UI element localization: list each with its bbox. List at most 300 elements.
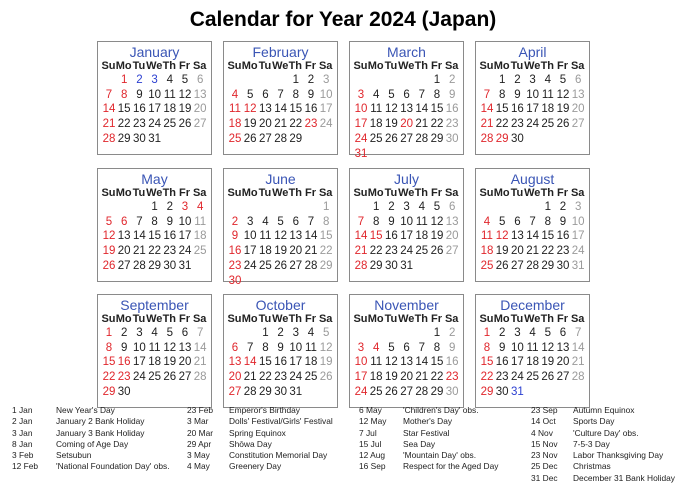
weekday-header: Th	[540, 60, 555, 72]
calendar-day: 13	[193, 88, 207, 101]
calendar-day: 24	[132, 371, 146, 384]
calendar-day: 27	[193, 118, 207, 131]
calendar-day: 18	[369, 371, 383, 384]
weekday-header: Tu	[384, 313, 398, 325]
calendar-day: 11	[481, 230, 493, 243]
calendar-day: 27	[571, 118, 585, 131]
weekday-header: Mo	[241, 60, 258, 72]
page-title: Calendar for Year 2024 (Japan)	[189, 8, 497, 31]
holiday-name: January 3 Bank Holiday	[56, 427, 145, 438]
holiday-entry	[359, 428, 498, 439]
calendar-day: 22	[148, 245, 161, 258]
weekday-header: Th	[414, 313, 429, 325]
calendar-day: 13	[117, 230, 131, 243]
holiday-name: Labor Thanksgiving Day	[573, 450, 664, 461]
calendar-day: 2	[514, 74, 521, 86]
calendar-day: 11	[163, 88, 176, 101]
calendar-day: 30	[132, 132, 146, 145]
calendar-day: 16	[510, 103, 524, 116]
weekday-header: Th	[540, 313, 555, 325]
calendar-day: 14	[480, 103, 494, 116]
weekday-header: Tu	[132, 60, 146, 72]
calendar-day: 7	[136, 215, 143, 228]
calendar-day: 6	[514, 215, 521, 228]
holiday-name: Constitution Memorial Day	[229, 450, 328, 461]
calendar-day: 10	[354, 103, 368, 116]
holiday-date: 12 Feb	[12, 461, 39, 472]
calendar-day: 9	[498, 341, 506, 354]
calendar-day: 3	[403, 201, 410, 213]
calendar-day: 23	[445, 371, 459, 384]
calendar-day: 2	[136, 74, 143, 86]
calendar-day: 17	[354, 371, 368, 384]
weekday-header: Tu	[384, 60, 398, 72]
calendar-day: 23	[228, 259, 242, 272]
month-name: June	[265, 171, 296, 187]
calendar-day: 22	[541, 245, 555, 258]
calendar-day: 25	[193, 245, 207, 258]
calendar-day: 7	[418, 88, 425, 101]
calendar-day: 15	[102, 356, 116, 369]
calendar-day: 18	[541, 103, 555, 116]
calendar-day: 25	[258, 259, 272, 272]
calendar-day: 12	[243, 103, 257, 116]
weekday-header: We	[524, 60, 541, 72]
holiday-entry	[12, 405, 170, 416]
calendar-day: 15	[495, 103, 509, 116]
holiday-entry	[359, 439, 498, 450]
calendar-day: 11	[415, 215, 428, 228]
calendar-day: 19	[243, 118, 257, 131]
holiday-date: 6 May	[359, 405, 382, 415]
calendar-day: 9	[166, 215, 173, 228]
calendar-day: 6	[403, 88, 410, 101]
calendar-day: 6	[448, 201, 456, 213]
calendar-day: 17	[571, 230, 585, 243]
weekday-header: Tu	[132, 187, 146, 199]
weekday-header: We	[146, 313, 163, 325]
calendar-day: 2	[231, 215, 239, 228]
calendar-day: 23	[274, 371, 287, 384]
weekday-header: Sa	[192, 60, 207, 72]
calendar-day: 20	[178, 356, 192, 369]
month-march	[349, 41, 464, 160]
calendar-day: 13	[400, 356, 413, 369]
calendar-day: 31	[571, 259, 585, 272]
calendar-day: 26	[102, 259, 116, 272]
calendar-day: 8	[120, 88, 128, 101]
calendar-day: 3	[514, 327, 521, 339]
calendar-day: 9	[136, 88, 143, 101]
calendar-day: 31	[178, 259, 192, 272]
month-name: August	[510, 171, 555, 187]
calendar-day: 15	[480, 356, 494, 369]
weekday-header: Mo	[367, 313, 384, 325]
calendar-day: 30	[163, 259, 177, 272]
weekday-header: We	[398, 187, 415, 199]
calendar-day: 1	[120, 74, 128, 86]
calendar-day: 14	[243, 356, 257, 369]
calendar-day: 15	[289, 103, 303, 116]
calendar-day: 28	[571, 371, 585, 384]
calendar-day: 18	[526, 356, 539, 369]
calendar-day: 12	[384, 103, 398, 116]
holiday-entry	[12, 450, 170, 461]
holiday-entry	[187, 450, 333, 461]
calendar-day: 4	[166, 74, 173, 86]
calendar-day: 20	[556, 356, 570, 369]
calendar-day: 7	[277, 88, 284, 101]
calendar-day: 23	[132, 118, 146, 131]
weekday-header: Tu	[258, 60, 272, 72]
calendar-day: 3	[357, 341, 365, 354]
holiday-entry	[359, 450, 498, 461]
calendar-day: 27	[400, 132, 413, 145]
calendar-day: 13	[556, 341, 570, 354]
calendar-day: 17	[289, 356, 303, 369]
calendar-day: 9	[231, 230, 239, 243]
calendar-day: 1	[292, 74, 299, 86]
calendar-day: 1	[498, 74, 506, 86]
calendar-day: 7	[418, 341, 425, 354]
calendar-day: 27	[117, 259, 131, 272]
calendar-day: 29	[369, 259, 383, 272]
holiday-name: Dolls' Festival/Girls' Festival	[229, 416, 333, 427]
calendar-day: 4	[372, 341, 380, 354]
calendar-day: 8	[483, 341, 491, 354]
calendar-day: 31	[510, 385, 524, 398]
calendar-day: 12	[102, 230, 116, 243]
calendar-day: 21	[354, 245, 368, 258]
calendar-day: 27	[289, 259, 303, 272]
weekday-header: We	[272, 313, 289, 325]
calendar-day: 17	[400, 230, 413, 243]
calendar-day: 16	[132, 103, 146, 116]
holiday-date: 14 Oct	[531, 416, 556, 427]
weekday-header: Tu	[258, 313, 272, 325]
calendar-day: 14	[415, 356, 429, 369]
calendar-day: 13	[228, 356, 242, 369]
holiday-entry	[359, 405, 498, 416]
weekday-header: Mo	[241, 187, 258, 199]
calendar-day: 3	[181, 201, 189, 213]
weekday-header: Mo	[115, 60, 132, 72]
calendar-day: 16	[495, 356, 509, 369]
calendar-day: 6	[120, 215, 128, 228]
calendar-day: 18	[304, 356, 318, 369]
calendar-day: 28	[415, 132, 429, 145]
weekday-header: Th	[162, 313, 177, 325]
calendar-day: 15	[541, 230, 555, 243]
holiday-name: Autumn Equinox	[573, 405, 635, 415]
calendar-day: 19	[430, 230, 444, 243]
calendar-day: 5	[388, 341, 395, 354]
calendar-day: 8	[372, 215, 380, 228]
holiday-name: December 31 Bank Holiday	[573, 472, 675, 483]
calendar-day: 10	[400, 215, 413, 228]
calendar-day: 30	[445, 132, 459, 145]
weekday-header: Th	[162, 187, 177, 199]
calendar-day: 5	[498, 215, 506, 228]
calendar-day: 24	[289, 371, 303, 384]
calendar-day: 15	[258, 356, 272, 369]
calendar-day: 28	[102, 132, 116, 145]
calendar-day: 10	[132, 341, 146, 354]
weekday-header: Tu	[510, 187, 524, 199]
calendar-day: 2	[166, 201, 173, 213]
calendar-day: 10	[354, 356, 368, 369]
calendar-day: 25	[228, 132, 242, 145]
calendar-day: 16	[304, 103, 318, 116]
weekday-header: Fr	[179, 313, 190, 325]
calendar-day: 10	[319, 88, 333, 101]
calendar-day: 2	[277, 327, 284, 339]
calendar-day: 4	[231, 88, 239, 101]
calendar-day: 22	[430, 371, 444, 384]
weekday-header: Su	[353, 313, 368, 325]
calendar-day: 21	[304, 245, 318, 258]
calendar-day: 19	[556, 103, 570, 116]
calendar-day: 10	[289, 341, 303, 354]
calendar-day: 11	[305, 341, 317, 354]
weekday-header: Fr	[431, 60, 442, 72]
calendar-day: 24	[354, 132, 368, 145]
calendar-day: 7	[529, 215, 536, 228]
holiday-name: Spring Equinox	[229, 427, 286, 438]
holiday-date: 7 Jul	[359, 427, 377, 438]
calendar-day: 24	[148, 118, 161, 131]
weekday-header: We	[146, 187, 163, 199]
calendar-day: 10	[243, 230, 257, 243]
calendar-day: 12	[495, 230, 509, 243]
calendar-day: 15	[430, 356, 444, 369]
month-october	[223, 294, 338, 408]
calendar-day: 5	[433, 201, 441, 213]
calendar-day: 29	[430, 132, 444, 145]
weekday-header: Su	[353, 60, 368, 72]
calendar-day: 21	[243, 371, 257, 384]
calendar-day: 16	[274, 356, 287, 369]
weekday-header: Th	[288, 313, 303, 325]
calendar-day: 22	[495, 118, 509, 131]
calendar-day: 17	[354, 118, 368, 131]
calendar-day: 21	[571, 356, 585, 369]
weekday-header: Tu	[384, 187, 398, 199]
weekday-header: Tu	[132, 313, 146, 325]
calendar-day: 30	[495, 385, 509, 398]
calendar-day: 12	[319, 341, 333, 354]
calendar-day: 1	[322, 201, 330, 213]
weekday-header: Fr	[179, 60, 190, 72]
holiday-entry	[531, 405, 675, 416]
calendar-day: 10	[510, 341, 524, 354]
calendar-day: 9	[514, 88, 521, 101]
holiday-name: 'Culture Day' obs.	[573, 427, 639, 438]
weekday-header: Su	[353, 187, 368, 199]
weekday-header: Su	[227, 60, 242, 72]
calendar-day: 19	[541, 356, 555, 369]
month-may	[97, 168, 212, 282]
calendar-day: 26	[384, 132, 398, 145]
weekday-header: We	[272, 187, 289, 199]
calendar-day: 13	[445, 215, 459, 228]
calendar-day: 16	[228, 245, 242, 258]
holiday-date: 3 Mar	[187, 416, 209, 427]
calendar-day: 25	[163, 118, 177, 131]
month-february	[223, 41, 338, 155]
calendar-day: 2	[448, 74, 456, 86]
calendar-day: 31	[148, 132, 161, 145]
calendar-day: 6	[559, 327, 567, 339]
month-june	[223, 168, 338, 287]
holiday-entry	[187, 439, 333, 450]
holiday-name: Respect for the Aged Day	[403, 461, 499, 472]
weekday-header: We	[398, 60, 415, 72]
holiday-date: 23 Feb	[187, 405, 214, 415]
weekday-header: Su	[479, 313, 494, 325]
calendar-day: 15	[430, 103, 444, 116]
month-name: May	[141, 171, 168, 187]
calendar-day: 17	[510, 356, 524, 369]
holiday-name: Christmas	[573, 461, 611, 472]
calendar-day: 23	[163, 245, 177, 258]
calendar-day: 8	[262, 341, 269, 354]
calendar-day: 12	[163, 341, 177, 354]
calendar-day: 28	[526, 259, 539, 272]
calendar-day: 29	[258, 385, 272, 398]
calendar-day: 24	[243, 259, 257, 272]
calendar-day: 4	[372, 88, 380, 101]
holiday-column	[531, 405, 675, 484]
weekday-header: Sa	[192, 187, 207, 199]
calendar-day: 4	[529, 327, 536, 339]
calendar-day: 2	[448, 327, 456, 339]
calendar-day: 1	[372, 201, 380, 213]
weekday-header: Sa	[192, 313, 207, 325]
month-name: December	[500, 297, 565, 313]
calendar-day: 2	[498, 327, 506, 339]
calendar-day: 20	[400, 118, 413, 131]
calendar-day: 18	[228, 118, 242, 131]
calendar-day: 5	[544, 327, 551, 339]
calendar-day: 19	[384, 371, 398, 384]
holiday-name: Sports Day	[573, 416, 615, 427]
calendar-day: 9	[277, 341, 284, 354]
calendar-day: 30	[510, 132, 524, 145]
calendar-day: 12	[178, 88, 192, 101]
calendar-day: 30	[117, 385, 131, 398]
calendar-day: 9	[448, 341, 456, 354]
calendar-day: 28	[274, 132, 287, 145]
holiday-date: 15 Jul	[359, 438, 382, 449]
month-january	[97, 41, 212, 155]
calendar-day: 18	[193, 230, 207, 243]
weekday-header: We	[146, 60, 163, 72]
calendar-day: 28	[415, 385, 429, 398]
calendar-day: 27	[400, 385, 413, 398]
weekday-header: Fr	[431, 313, 442, 325]
weekday-header: We	[524, 187, 541, 199]
weekday-header: Su	[227, 187, 242, 199]
calendar-day: 22	[117, 118, 131, 131]
weekday-header: Mo	[367, 60, 384, 72]
calendar-day: 14	[571, 341, 585, 354]
weekday-header: Th	[288, 187, 303, 199]
calendar-day: 21	[415, 371, 429, 384]
calendar-day: 4	[544, 74, 551, 86]
calendar-day: 2	[120, 327, 128, 339]
calendar-day: 23	[384, 245, 398, 258]
holiday-date: 29 Apr	[187, 438, 212, 449]
holiday-entry	[12, 416, 170, 427]
month-august	[475, 168, 590, 282]
calendar-day: 11	[194, 215, 207, 228]
calendar-day: 11	[370, 356, 383, 369]
weekday-header: We	[272, 60, 289, 72]
calendar-day: 13	[289, 230, 303, 243]
calendar-day: 29	[480, 385, 494, 398]
weekday-header: Su	[101, 313, 116, 325]
calendar-day: 1	[262, 327, 269, 339]
calendar-day: 24	[510, 371, 524, 384]
calendar-day: 8	[544, 215, 551, 228]
calendar-day: 10	[526, 88, 539, 101]
calendar-day: 21	[415, 118, 429, 131]
holiday-entry	[187, 461, 333, 472]
weekday-header: Su	[101, 187, 116, 199]
calendar-day: 18	[480, 245, 494, 258]
calendar-day: 4	[151, 327, 158, 339]
calendar-day: 4	[262, 215, 269, 228]
calendar-day: 1	[433, 327, 441, 339]
calendar-day: 25	[369, 385, 383, 398]
calendar-day: 22	[102, 371, 116, 384]
calendar-day: 20	[289, 245, 303, 258]
calendar-day: 21	[274, 118, 287, 131]
calendar-day: 22	[369, 245, 383, 258]
calendar-day: 29	[430, 385, 444, 398]
calendar-day: 18	[415, 230, 429, 243]
calendar-day: 1	[433, 74, 441, 86]
weekday-header: Sa	[318, 313, 333, 325]
calendar-day: 23	[510, 118, 524, 131]
holiday-date: 15 Nov	[531, 438, 558, 449]
holiday-column	[359, 405, 498, 473]
calendar-day: 19	[319, 356, 333, 369]
calendar-day: 11	[370, 103, 383, 116]
holiday-date: 23 Nov	[531, 450, 558, 461]
weekday-header: Sa	[444, 60, 459, 72]
calendar-day: 29	[148, 259, 161, 272]
calendar-day: 7	[483, 88, 491, 101]
month-name: September	[120, 297, 189, 313]
calendar-day: 20	[258, 118, 272, 131]
calendar-day: 13	[258, 103, 272, 116]
calendar-day: 22	[430, 118, 444, 131]
calendar-day: 3	[151, 74, 158, 86]
calendar-day: 12	[541, 341, 555, 354]
calendar-day: 30	[384, 259, 398, 272]
weekday-header: Fr	[431, 187, 442, 199]
calendar-day: 16	[384, 230, 398, 243]
holiday-date: 23 Sep	[531, 405, 558, 415]
holiday-name: Star Festival	[403, 427, 450, 438]
weekday-header: Th	[162, 60, 177, 72]
calendar-day: 8	[105, 341, 113, 354]
calendar-day: 14	[415, 103, 429, 116]
calendar-day: 4	[483, 215, 491, 228]
calendar-day: 15	[148, 230, 161, 243]
